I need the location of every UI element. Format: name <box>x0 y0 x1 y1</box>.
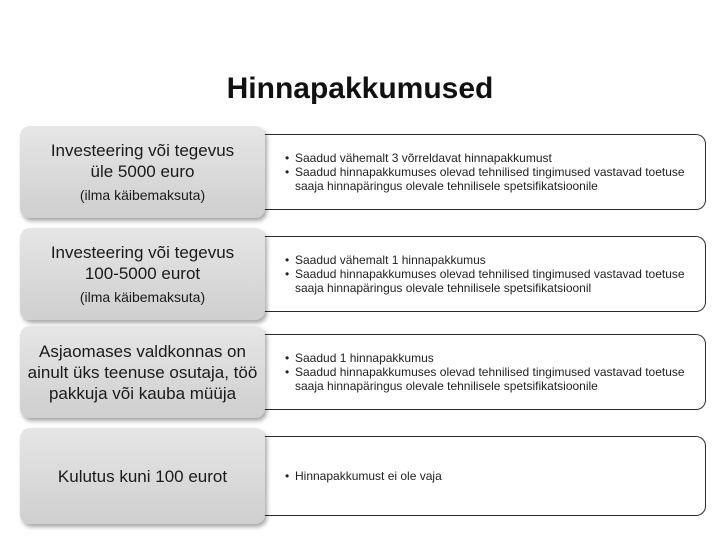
requirements-list <box>285 469 705 483</box>
page-title: Hinnapakkumused <box>226 72 494 105</box>
condition-box <box>20 428 265 524</box>
condition-label: Investeering või tegevus 100-5000 eurot <box>50 242 235 283</box>
requirement-item: • Saadud hinnapakkumuses olevad tehnilised tingimused vastavad toetuse saaja hinnapäringus olevale tehnilisele spetsifikatsioonile <box>285 165 705 193</box>
requirements-box <box>245 134 706 210</box>
condition-box <box>20 326 265 418</box>
condition-note: (ilma käibemaksuta) <box>79 288 206 305</box>
condition-label: Asjaomases valdkonnas on ainult üks teenuse osutaja, töö pakkuja või kauba müüja <box>27 341 258 403</box>
requirement-item: • Saadud vähemalt 1 hinnapakkumus <box>285 253 705 267</box>
requirements-box <box>245 436 706 516</box>
diagram-row-2 <box>20 228 708 320</box>
diagram-row-3 <box>20 326 708 418</box>
requirements-list <box>285 351 705 393</box>
requirement-item: • Saadud hinnapakkumuses olevad tehnilised tingimused vastavad toetuse saaja hinnapäringus olevale tehnilisele spetsifikatsioonile <box>285 365 705 393</box>
condition-box <box>20 126 265 218</box>
requirement-item: • Hinnapakkumust ei ole vaja <box>285 469 705 483</box>
condition-note: (ilma käibemaksuta) <box>79 186 206 203</box>
requirements-list <box>285 253 705 295</box>
requirements-list <box>285 151 705 193</box>
condition-label: Investeering või tegevus üle 5000 euro <box>50 140 235 181</box>
diagram-row-1 <box>20 126 708 218</box>
requirement-item: • Saadud hinnapakkumuses olevad tehnilised tingimused vastavad toetuse saaja hinnapäringus olevale tehnilisele spetsifikatsioonil <box>285 267 705 295</box>
requirement-item: • Saadud 1 hinnapakkumus <box>285 351 705 365</box>
requirements-box <box>245 236 706 312</box>
diagram-row-4 <box>20 428 708 524</box>
requirement-item: • Saadud vähemalt 3 võrreldavat hinnapakkumust <box>285 151 705 165</box>
condition-box <box>20 228 265 320</box>
condition-label: Kulutus kuni 100 eurot <box>57 466 228 486</box>
requirements-box <box>245 334 706 410</box>
